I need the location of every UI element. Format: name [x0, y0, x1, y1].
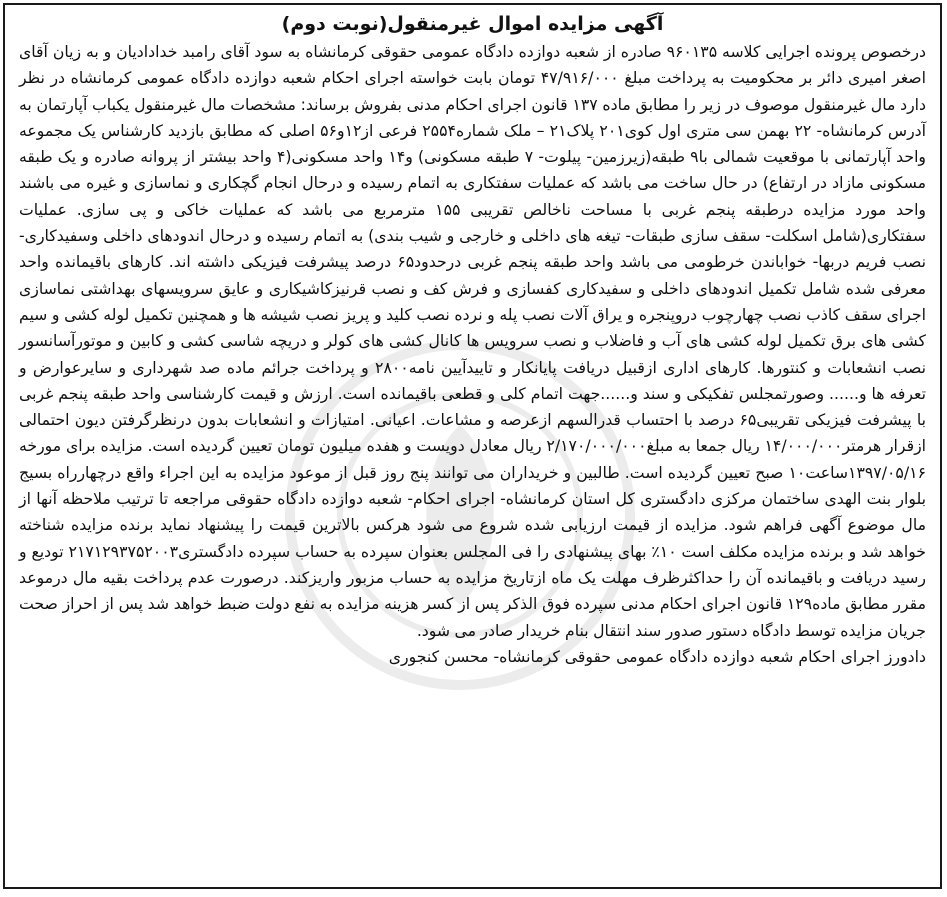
- notice-signature: دادورز اجرای احکام شعبه دوازده دادگاه عمومی حقوقی کرمانشاه- محسن کنجوری: [388, 646, 926, 666]
- notice-body: درخصوص پرونده اجرایی کلاسه ۹۶۰۱۳۵ صادره از شعبه دوازده دادگاه عمومی حقوقی کرمانشاه به سود آقای رامبد خدادادیان و به زیان آقای اصغر امیری دائر بر محکومیت به پرداخت مبلغ ۴۷/۹۱۶/۰۰۰ تومان بابت خواسته اجرای احکام شعبه دوازده دادگاه عمومی کرمانشاه در نظر دارد مال غیرمنقول موصوف در زیر را مطابق ماده ۱۳۷ قانون اجرای احکام مدنی بفروش برساند: مشخصات مال غیرمنقول یکباب آپارتمان به آدرس کرمانشاه- ۲۲ بهمن سی متری اول کوی۲۰۱ پلاک۲۱ – ملک شماره۲۵۵۴ فرعی از۱۲و۵۶ اصلی که مطابق بازدید کارشناس یک مجموعه واحد آپارتمانی با موقعیت شمالی با۹ طبقه(زیرزمین- پیلوت- ۷ طبقه مسکونی) و۱۴ واحد مسکونی(۴ واحد بیشتر از پروانه صادره و یک طبقه مسکونی مازاد در ارتفاع) در حال ساخت می باشد که عملیات سفتکاری به اتمام رسیده و درحال انجام گچکاری و نماسازی و غیره می باشند واحد مورد مزایده درطبقه پنجم غربی با مساحت ناخالص تقریبی ۱۵۵ مترمربع می باشد که عملیات خاکی و پی سازی. عملیات سفتکاری(شامل اسکلت- سقف سازی طبقات- تیغه های داخلی و خارجی و شیب بندی) به اتمام رسیده و درحال اندودهای داخلی وسفیدکاری- نصب فریم دربها- خواباندن خرطومی می باشد واحد طبقه پنجم غربی درحدود۶۵ درصد پیشرفت فیزیکی داشته اند. کارهای باقیمانده واحد معرفی شده شامل تکمیل اندودهای داخلی و سفیدکاری کفسازی و فرش کف و نصب قرنیزکاشیکاری و عایق سرویسهای بهداشتی نماسازی اجرای سقف کاذب نصب چهارچوب دروپنجره و یراق آلات نصب پله و نرده نصب کلید و پریز نصب شیشه ها و همچنین تکمیل لوله کشی و سیم کشی های برق تکمیل لوله کشی های آب و فاضلاب و نصب سرویس ها کانال کشی های کولر و دریچه شاسی کشی و کابین و موتورآسانسور نصب انشعابات و کنتورها. کارهای اداری ازقبیل دریافت پایانکار و تاییدآیین نامه۲۸۰۰ و پرداخت جرائم ماده صد شهرداری و سایرعوارض و تعرفه ها و...... وصورتمجلس تفکیکی و سند و......جهت اتمام کلی و قطعی باقیمانده است. ارزش و قیمت کارشناسی واحد طبقه پنجم غربی با پیشرفت فیزیکی تقریبی۶۵ درصد با احتساب قدرالسهم ازعرصه و مشاعات. اعیانی. امتیازات و انشعابات بدون درنظرگرفتن دیون احتمالی ازقرار هرمتر۱۴/۰۰۰/۰۰۰ ریال جمعا به مبلغ۲/۱۷۰/۰۰۰/۰۰۰ ریال معادل دویست و هفده میلیون تومان تعیین گردیده است. مزایده برای مورخه ۱۳۹۷/۰۵/۱۶ساعت۱۰ صبح تعیین گردیده است. طالبین و خریداران می توانند پنج روز قبل از موعود مزایده به این اجراء واقع درچهارراه بسیج بلوار بنت الهدی ساختمان مرکزی دادگستری کل استان کرمانشاه- اجرای احکام- شعبه دوازده دادگاه حقوقی مراجعه تا ترتیب ملاحظه آنها از مال موضوع آگهی فراهم شود. مزایده از قیمت ارزیابی شده شروع می شود هرکس بالاترین قیمت را پیشنهاد نماید برنده مزایده شناخته خواهد شد و برنده مزایده مکلف است ۱۰٪ بهای پیشنهادی را فی المجلس بعنوان سپرده به حساب سپرده دادگستری۲۱۷۱۲۹۳۷۵۲۰۰۳ تودیع و رسید دریافت و باقیمانده آن را حداکثرظرف مهلت یک ماه ازتاریخ مزایده به حساب مزبور واریزکند. درصورت عدم پرداخت بقیه مال درموعد مقرر مطابق ماده۱۲۹ قانون اجرای احکام مدنی سپرده فوق الذکر پس از کسر هزینه مزایده به نفع دولت ضبط خواهد شد پس از احراز صحت جریان مزایده توسط دادگاه دستور صدور سند انتقال بنام خریدار صادر می شود.: [19, 42, 927, 640]
- notice-title: آگهی مزایده اموال غیرمنقول(نوبت دوم): [281, 13, 664, 35]
- auction-notice: [3, 3, 942, 889]
